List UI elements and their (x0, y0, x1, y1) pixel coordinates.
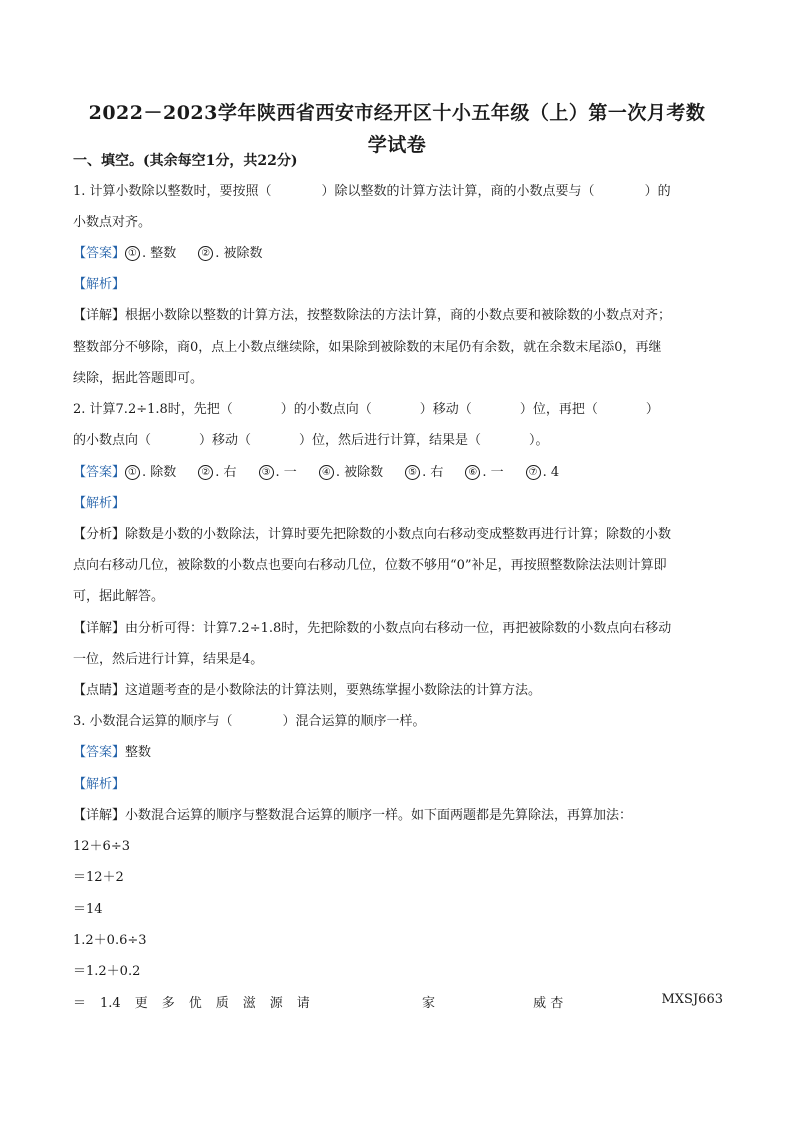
q2-answer-2: ② . 右 (198, 464, 236, 482)
q2-analysis-line2: 点向右移动几位，被除数的小数点也要向右移动几位，位数不够用“0”补足，再按照整数除法法则计算即 (73, 558, 667, 573)
footer-left: ＝ 1.4 更 多 优 质 滋 源 请 (73, 996, 310, 1011)
q2-answer-3: ③ . 一 (259, 464, 297, 482)
q2-answer-6: ⑥ . 一 (465, 464, 503, 482)
q2-answer-7: ⑦ . 4 (526, 464, 560, 482)
q3-calc-3: ＝14 (73, 902, 103, 917)
q2-answer-5: ⑤ . 右 (405, 464, 443, 482)
title-line-1: 2022－2023学年陕西省西安市经开区十小五年级（上）第一次月考数 (88, 102, 706, 124)
q1-answer-2: ② . 被除数 (198, 245, 262, 263)
q1-stem-line2: 小数点对齐。 (73, 215, 152, 230)
q3-calc-2: ＝12＋2 (73, 870, 124, 885)
q1-text-c: ）的 (644, 184, 671, 199)
q3-calc-5: ＝1.2＋0.2 (73, 964, 141, 979)
q2-answer-4: ④ . 被除数 (319, 464, 383, 482)
q2-answer: 【答案】 ① . 除数 ② . 右 ③ . 一 ④ . 被除数 ⑤ . 右 ⑥ . 一 ⑦ . 4 (73, 465, 560, 480)
q3-analysis-tag: 【解析】 (73, 777, 126, 792)
q2-stem-line1: 2. 计算7.2÷1.8时，先把（ ）的小数点向（ ）移动（ ）位，再把（ ） (73, 402, 659, 417)
q1-stem-line1 (73, 183, 723, 201)
q2-analysis-line3: 可，据此解答。 (73, 589, 165, 604)
answer-tag: 【答案】 (73, 246, 126, 261)
q2-analysis-tag: 【解析】 (73, 496, 126, 511)
q2-analysis-line1: 【分析】除数是小数的小数除法，计算时要先把除数的小数点向右移动变成整数再进行计算；除数的小数 (73, 527, 672, 542)
q3-detail-line1: 【详解】小数混合运算的顺序与整数混合运算的顺序一样。如下面两题都是先算除法，再算加法： (73, 808, 633, 823)
q1-text-b: ）除以整数的计算方法计算，商的小数点要与（ (321, 184, 595, 199)
section-heading: 一、填空。(其余每空1分，共22分) (73, 153, 298, 169)
q1-detail-line1: 【详解】根据小数除以整数的计算方法，按整数除法的方法计算，商的小数点要和被除数的小数点对齐； (73, 308, 672, 323)
q1-detail-line2: 整数部分不够除，商0，点上小数点继续除，如果除到被除数的末尾仍有余数，就在余数末尾添0，再继 (73, 340, 662, 355)
q1-detail-line3: 续除，据此答题即可。 (73, 371, 204, 386)
q2-answer-1: ① . 除数 (125, 464, 176, 482)
q2-detail-line1: 【详解】由分析可得：计算7.2÷1.8时，先把除数的小数点向右移动一位，再把被除数的小数点向右移动 (73, 621, 672, 636)
footer-line (73, 992, 723, 1011)
q3-stem-line1: 3. 小数混合运算的顺序与（ ）混合运算的顺序一样。 (73, 714, 426, 729)
q2-detail-line2: 一位，然后进行计算，结果是4。 (73, 652, 264, 667)
q1-analysis-tag: 【解析】 (73, 277, 126, 292)
footer-mid-2: 威 杏 (533, 996, 564, 1011)
q3-calc-4: 1.2＋0.6÷3 (73, 933, 147, 948)
q1-text-a: 1. 计算小数除以整数时，要按照（ (73, 184, 272, 199)
q3-calc-1: 12＋6÷3 (73, 839, 130, 854)
footer-code: MXSJ663 (661, 992, 723, 1007)
title-line-2: 学试卷 (367, 134, 427, 156)
q2-comment-line1: 【点睛】这道题考查的是小数除法的计算法则，要熟练掌握小数除法的计算方法。 (73, 683, 542, 698)
q1-answer (73, 245, 723, 263)
footer-mid-1: 家 (421, 996, 435, 1011)
q1-answer-1: ① . 整数 (125, 245, 176, 263)
q2-stem-line2: 的小数点向（ ）移动（ ）位，然后进行计算，结果是（ ）。 (73, 433, 549, 448)
q3-answer: 【答案】整数 (73, 745, 152, 760)
